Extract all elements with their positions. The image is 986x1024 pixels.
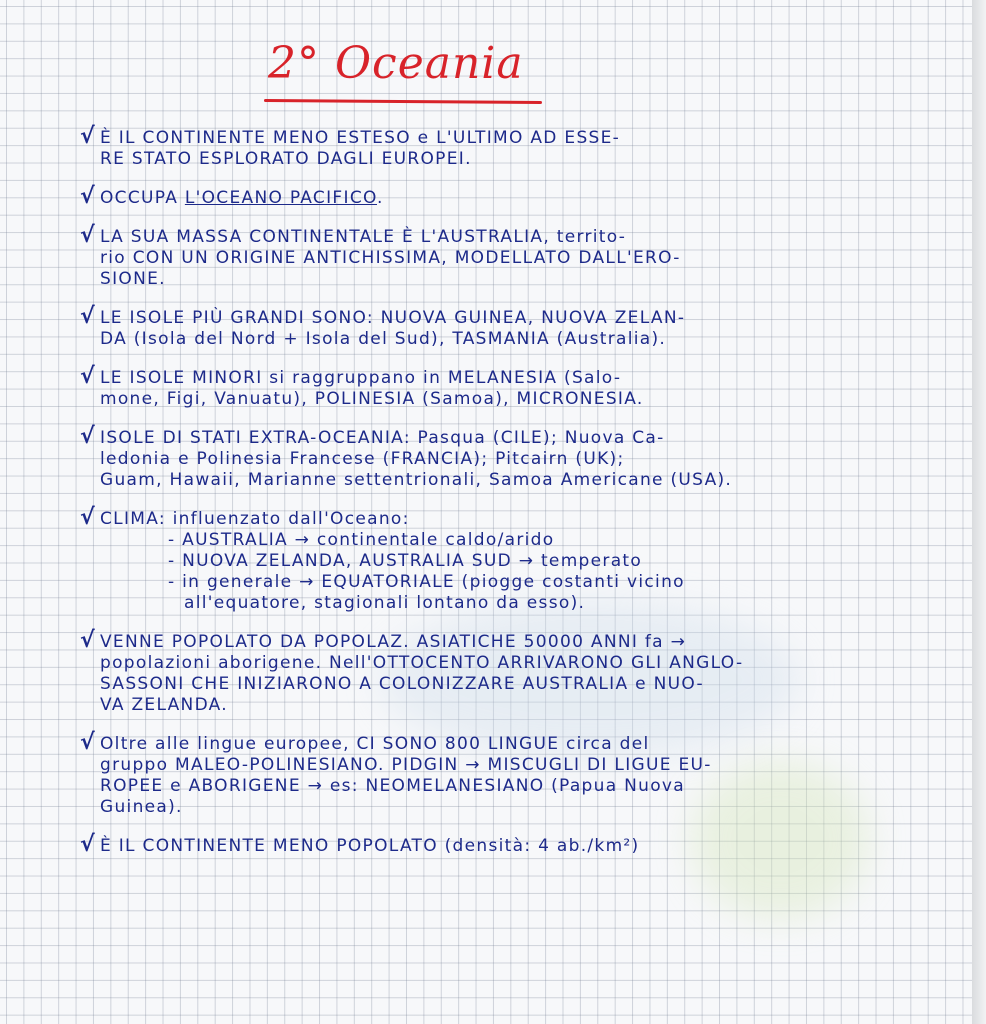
note-text: . [376, 188, 384, 208]
note-line: ISOLE DI STATI EXTRA-OCEANIA: Pasqua (CILE); Nuova Ca- [100, 428, 665, 448]
note-line: Guinea). [100, 797, 183, 817]
note-line: ROPEE e ABORIGENE → es: NEOMELANESIANO (Papua Nuova [100, 776, 685, 796]
note-item [80, 832, 900, 857]
note-line: ledonia e Polinesia Francese (FRANCIA); Pitcairn (UK); [100, 449, 625, 469]
note-line: LE ISOLE MINORI si raggruppano in MELANESIA (Salo- [100, 368, 622, 388]
checkmark-icon: √ [80, 304, 96, 329]
note-line: SASSONI CHE INIZIARONO A COLONIZZARE AUSTRALIA e NUO- [100, 674, 704, 694]
page-title: 2° Oceania [268, 38, 524, 89]
underlined-text: L'OCEANO PACIFICO [184, 188, 377, 208]
note-line: Oltre alle lingue europee, CI SONO 800 LINGUE circa del [100, 734, 650, 754]
note-line: Guam, Hawaii, Marianne settentrionali, Samoa Americane (USA). [100, 470, 733, 490]
note-subline: - in generale → EQUATORIALE (piogge costanti vicino [168, 572, 685, 592]
checkmark-icon: √ [80, 223, 96, 248]
note-item [80, 505, 900, 614]
note-line: VENNE POPOLATO DA POPOLAZ. ASIATICHE 50000 ANNI fa → [100, 632, 687, 652]
notes-list [80, 124, 900, 875]
note-item [80, 223, 900, 290]
checkmark-icon: √ [80, 424, 96, 449]
note-line: DA (Isola del Nord + Isola del Sud), TASMANIA (Australia). [100, 329, 667, 349]
note-line: È IL CONTINENTE MENO POPOLATO (densità: 4 ab./km²) [100, 836, 640, 856]
checkmark-icon: √ [80, 124, 96, 149]
checkmark-icon: √ [80, 364, 96, 389]
note-text: OCCUPA [100, 188, 185, 208]
note-line: CLIMA: influenzato dall'Oceano: [100, 509, 410, 529]
note-item [80, 184, 900, 209]
note-line: SIONE. [100, 269, 166, 289]
note-item [80, 124, 900, 170]
checkmark-icon: √ [80, 184, 96, 209]
note-item [80, 730, 900, 818]
note-line: popolazioni aborigene. Nell'OTTOCENTO ARRIVARONO GLI ANGLO- [100, 653, 744, 673]
note-line: È IL CONTINENTE MENO ESTESO e L'ULTIMO AD ESSE- [100, 128, 621, 148]
checkmark-icon: √ [80, 730, 96, 755]
note-line: RE STATO ESPLORATO DAGLI EUROPEI. [100, 149, 472, 169]
note-line: LE ISOLE PIÙ GRANDI SONO: NUOVA GUINEA, NUOVA ZELAN- [100, 308, 686, 328]
page-edge [972, 0, 986, 1024]
note-subline: all'equatore, stagionali lontano da esso). [184, 593, 586, 613]
note-line: LA SUA MASSA CONTINENTALE È L'AUSTRALIA, territo- [100, 227, 627, 247]
note-line: rio CON UN ORIGINE ANTICHISSIMA, MODELLATO DALL'ERO- [100, 248, 681, 268]
note-line: mone, Figi, Vanuatu), POLINESIA (Samoa), MICRONESIA. [100, 389, 644, 409]
note-item [80, 424, 900, 491]
title-underline [264, 99, 542, 104]
note-line: VA ZELANDA. [100, 695, 228, 715]
note-item [80, 628, 900, 716]
note-item [80, 304, 900, 350]
note-subline: - NUOVA ZELANDA, AUSTRALIA SUD → temperato [168, 551, 643, 571]
note-item [80, 364, 900, 410]
note-line: gruppo MALEO-POLINESIANO. PIDGIN → MISCUGLI DI LIGUE EU- [100, 755, 712, 775]
checkmark-icon: √ [80, 505, 96, 530]
note-line [100, 188, 900, 209]
checkmark-icon: √ [80, 832, 96, 857]
note-subline: - AUSTRALIA → continentale caldo/arido [168, 530, 555, 550]
checkmark-icon: √ [80, 628, 96, 653]
